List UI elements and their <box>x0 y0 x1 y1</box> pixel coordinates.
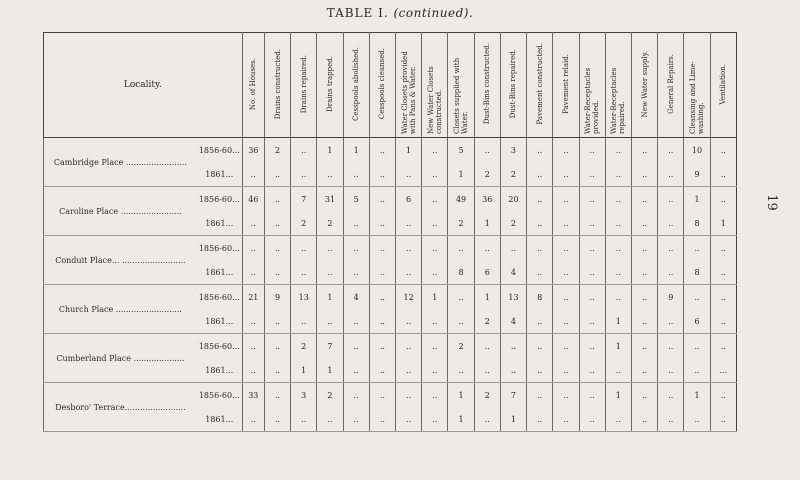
value-cell: .. <box>710 138 736 163</box>
value-cell: .. <box>605 407 631 432</box>
value-cell: 2 <box>317 211 343 236</box>
value-cell: .. <box>422 187 448 212</box>
period-cell: 1861... <box>197 358 242 383</box>
value-cell: .. <box>527 211 553 236</box>
value-cell: 9 <box>684 162 710 187</box>
value-cell: .. <box>684 358 710 383</box>
value-cell: .. <box>317 236 343 261</box>
value-cell: .. <box>422 334 448 359</box>
value-cell: .. <box>264 211 290 236</box>
value-cell: .. <box>242 211 264 236</box>
locality-cell: Caroline Place ........................ <box>44 187 197 236</box>
value-cell: .. <box>422 407 448 432</box>
value-cell: .. <box>553 334 579 359</box>
value-cell: .. <box>553 358 579 383</box>
value-cell: 33 <box>242 383 264 408</box>
col-header: Pavement constructed. <box>527 33 553 138</box>
col-header: Water-Receptacles provided. <box>579 33 605 138</box>
value-cell: .. <box>448 285 474 310</box>
page-number: 19 <box>764 194 780 211</box>
value-cell: .. <box>658 260 684 285</box>
value-cell: .. <box>422 383 448 408</box>
value-cell: .. <box>343 407 369 432</box>
value-cell: .. <box>684 334 710 359</box>
value-cell: 1 <box>605 309 631 334</box>
header-row <box>44 33 737 138</box>
value-cell: 2 <box>474 309 500 334</box>
value-cell: .. <box>369 162 395 187</box>
value-cell: .. <box>631 260 657 285</box>
value-cell: .. <box>422 162 448 187</box>
value-cell: 4 <box>500 309 526 334</box>
value-cell: 5 <box>343 187 369 212</box>
value-cell: .. <box>710 187 736 212</box>
value-cell: .. <box>242 358 264 383</box>
value-cell: .. <box>395 358 421 383</box>
value-cell: 2 <box>264 138 290 163</box>
value-cell: .. <box>631 309 657 334</box>
value-cell: 1 <box>500 407 526 432</box>
col-header: General Repairs. <box>658 33 684 138</box>
value-cell: .. <box>448 358 474 383</box>
value-cell: .. <box>631 358 657 383</box>
value-cell: .. <box>631 211 657 236</box>
value-cell: .. <box>264 334 290 359</box>
col-header: Cleansing and Lime-washing. <box>684 33 710 138</box>
value-cell: .. <box>605 187 631 212</box>
value-cell: .. <box>242 236 264 261</box>
value-cell: .. <box>553 211 579 236</box>
col-header: Dust-Bins constructed. <box>474 33 500 138</box>
value-cell: .. <box>422 358 448 383</box>
value-cell: .. <box>631 334 657 359</box>
value-cell: .. <box>264 309 290 334</box>
value-cell: 12 <box>395 285 421 310</box>
value-cell: .. <box>422 138 448 163</box>
value-cell: 46 <box>242 187 264 212</box>
value-cell: .. <box>422 236 448 261</box>
value-cell: 2 <box>291 211 317 236</box>
value-cell: .. <box>684 407 710 432</box>
value-cell: .. <box>631 383 657 408</box>
value-cell: .. <box>343 309 369 334</box>
title-main: TABLE I. <box>326 6 389 20</box>
value-cell: 1 <box>422 285 448 310</box>
value-cell: .. <box>369 187 395 212</box>
col-header: Dust-Bins repaired. <box>500 33 526 138</box>
value-cell: .. <box>527 187 553 212</box>
value-cell: .. <box>343 162 369 187</box>
value-cell: .. <box>291 138 317 163</box>
value-cell: .. <box>631 285 657 310</box>
value-cell: .. <box>474 407 500 432</box>
value-cell: 7 <box>500 383 526 408</box>
value-cell: .. <box>264 187 290 212</box>
value-cell: .. <box>658 211 684 236</box>
locality-cell: Cumberland Place .................... <box>44 334 197 383</box>
value-cell: .. <box>605 162 631 187</box>
value-cell: .. <box>605 211 631 236</box>
value-cell: .. <box>579 334 605 359</box>
value-cell: .. <box>710 236 736 261</box>
value-cell: .. <box>553 309 579 334</box>
value-cell: .. <box>264 358 290 383</box>
value-cell: .. <box>395 383 421 408</box>
value-cell: .. <box>579 309 605 334</box>
locality-cell: Desboro' Terrace........................ <box>44 383 197 432</box>
value-cell: 1 <box>448 383 474 408</box>
value-cell: .. <box>605 260 631 285</box>
value-cell: .. <box>291 407 317 432</box>
value-cell: .. <box>369 260 395 285</box>
value-cell: 4 <box>343 285 369 310</box>
value-cell: .. <box>527 162 553 187</box>
value-cell: 2 <box>474 383 500 408</box>
value-cell: .. <box>343 334 369 359</box>
value-cell: .. <box>369 138 395 163</box>
value-cell: .. <box>658 407 684 432</box>
value-cell: .. <box>579 162 605 187</box>
period-cell: 1856-60... <box>198 390 240 400</box>
sanitary-works-table <box>43 32 737 432</box>
col-header: Pavement relaid. <box>553 33 579 138</box>
value-cell: .. <box>395 334 421 359</box>
value-cell: .. <box>474 334 500 359</box>
value-cell: 3 <box>291 383 317 408</box>
value-cell: .. <box>658 138 684 163</box>
value-cell: 4 <box>500 260 526 285</box>
value-cell: .. <box>658 383 684 408</box>
value-cell: .. <box>631 162 657 187</box>
value-cell: .. <box>343 383 369 408</box>
table-title <box>0 6 800 20</box>
col-header: Closets supplied with Water. <box>448 33 474 138</box>
value-cell: .. <box>422 211 448 236</box>
period-cell: 1856-60... <box>198 243 240 253</box>
value-cell: .. <box>658 309 684 334</box>
value-cell: .. <box>658 162 684 187</box>
locality-cell: Church Place .......................... <box>44 285 197 334</box>
value-cell: 1 <box>474 285 500 310</box>
locality-cell: Conduit Place... ......................... <box>44 236 197 285</box>
value-cell: 8 <box>448 260 474 285</box>
value-cell: .. <box>710 407 736 432</box>
period-cell: 1856-60... <box>198 145 240 155</box>
value-cell: .. <box>369 236 395 261</box>
value-cell: ... <box>710 358 736 383</box>
period-cell: 1861... <box>197 211 242 236</box>
value-cell: .. <box>527 309 553 334</box>
value-cell: .. <box>684 285 710 310</box>
value-cell: .. <box>242 309 264 334</box>
value-cell: .. <box>264 383 290 408</box>
value-cell: 5 <box>448 138 474 163</box>
value-cell: .. <box>579 236 605 261</box>
value-cell: .. <box>317 260 343 285</box>
value-cell: .. <box>579 407 605 432</box>
value-cell: .. <box>395 407 421 432</box>
value-cell: 1 <box>684 187 710 212</box>
value-cell: 31 <box>317 187 343 212</box>
value-cell: .. <box>579 260 605 285</box>
value-cell: 8 <box>684 211 710 236</box>
value-cell: .. <box>264 407 290 432</box>
value-cell: 20 <box>500 187 526 212</box>
col-header: Cesspools cleansed. <box>369 33 395 138</box>
value-cell: 8 <box>684 260 710 285</box>
value-cell: .. <box>343 358 369 383</box>
value-cell: 49 <box>448 187 474 212</box>
value-cell: .. <box>242 407 264 432</box>
value-cell: .. <box>631 138 657 163</box>
value-cell: 9 <box>264 285 290 310</box>
col-header: Drains trapped. <box>317 33 343 138</box>
value-cell: .. <box>527 407 553 432</box>
period-cell: 1861... <box>197 407 242 432</box>
col-header: New Water supply. <box>631 33 657 138</box>
value-cell: 1 <box>317 138 343 163</box>
locality-header: Locality. <box>44 33 243 138</box>
value-cell: .. <box>317 309 343 334</box>
value-cell: 1 <box>448 407 474 432</box>
title-continued: (continued). <box>393 6 474 20</box>
value-cell: .. <box>553 162 579 187</box>
col-header: No. of Houses. <box>242 33 264 138</box>
period-cell: 1856-60... <box>198 341 240 351</box>
value-cell: .. <box>553 236 579 261</box>
value-cell: .. <box>631 236 657 261</box>
value-cell: .. <box>448 236 474 261</box>
value-cell: .. <box>527 236 553 261</box>
value-cell: .. <box>343 260 369 285</box>
value-cell: .. <box>242 334 264 359</box>
value-cell: 1 <box>710 211 736 236</box>
value-cell: 21 <box>242 285 264 310</box>
value-cell: 2 <box>474 162 500 187</box>
value-cell: .. <box>527 383 553 408</box>
value-cell: 13 <box>291 285 317 310</box>
value-cell: .. <box>448 309 474 334</box>
value-cell: 1 <box>605 334 631 359</box>
value-cell: .. <box>553 285 579 310</box>
value-cell: .. <box>605 358 631 383</box>
locality-cell: Cambridge Place ........................ <box>44 138 197 187</box>
value-cell: 9 <box>658 285 684 310</box>
value-cell: .. <box>291 309 317 334</box>
value-cell: 6 <box>395 187 421 212</box>
value-cell: .. <box>527 260 553 285</box>
value-cell: .. <box>422 309 448 334</box>
value-cell: 1 <box>317 358 343 383</box>
value-cell: 13 <box>500 285 526 310</box>
value-cell: 36 <box>242 138 264 163</box>
value-cell: .. <box>710 162 736 187</box>
value-cell: 7 <box>291 187 317 212</box>
value-cell: .. <box>317 162 343 187</box>
col-header: Water-Receptacles repaired. <box>605 33 631 138</box>
value-cell: .. <box>395 260 421 285</box>
value-cell: .. <box>500 236 526 261</box>
value-cell: 1 <box>395 138 421 163</box>
value-cell: 2 <box>291 334 317 359</box>
value-cell: .. <box>369 334 395 359</box>
value-cell: .. <box>710 383 736 408</box>
value-cell: .. <box>474 138 500 163</box>
value-cell: .. <box>500 358 526 383</box>
value-cell: 2 <box>317 383 343 408</box>
table-row <box>44 383 737 408</box>
value-cell: 3 <box>500 138 526 163</box>
value-cell: .. <box>553 407 579 432</box>
value-cell: .. <box>291 260 317 285</box>
value-cell: 6 <box>684 309 710 334</box>
value-cell: 1 <box>291 358 317 383</box>
value-cell: .. <box>553 187 579 212</box>
col-header: Ventilation. <box>710 33 736 138</box>
value-cell: .. <box>710 334 736 359</box>
value-cell: .. <box>527 334 553 359</box>
period-cell: 1861... <box>197 162 242 187</box>
table-row <box>44 138 737 163</box>
period-cell: 1856-60... <box>198 194 240 204</box>
value-cell: .. <box>395 309 421 334</box>
value-cell: .. <box>474 236 500 261</box>
value-cell: 1 <box>317 285 343 310</box>
value-cell: 36 <box>474 187 500 212</box>
value-cell: .. <box>553 260 579 285</box>
period-cell: 1861... <box>197 260 242 285</box>
value-cell: .. <box>579 138 605 163</box>
value-cell: .. <box>553 138 579 163</box>
value-cell: 2 <box>448 211 474 236</box>
col-header: Drains repaired. <box>291 33 317 138</box>
value-cell: .. <box>553 383 579 408</box>
value-cell: .. <box>579 383 605 408</box>
value-cell: .. <box>579 211 605 236</box>
value-cell: .. <box>343 211 369 236</box>
value-cell: 1 <box>605 383 631 408</box>
value-cell: .. <box>369 358 395 383</box>
col-header: Cesspools abolished. <box>343 33 369 138</box>
value-cell: .. <box>291 236 317 261</box>
value-cell: .. <box>579 285 605 310</box>
value-cell: .. <box>605 138 631 163</box>
value-cell: 8 <box>527 285 553 310</box>
value-cell: 2 <box>500 162 526 187</box>
table-row <box>44 236 737 261</box>
value-cell: 10 <box>684 138 710 163</box>
period-cell: 1856-60... <box>198 292 240 302</box>
value-cell: 1 <box>474 211 500 236</box>
value-cell: .. <box>631 187 657 212</box>
value-cell: .. <box>605 285 631 310</box>
value-cell: .. <box>369 407 395 432</box>
value-cell: 1 <box>343 138 369 163</box>
table-row <box>44 187 737 212</box>
value-cell: .. <box>527 138 553 163</box>
value-cell: .. <box>264 162 290 187</box>
col-header: Drains constructed. <box>264 33 290 138</box>
value-cell: .. <box>264 260 290 285</box>
value-cell: 2 <box>500 211 526 236</box>
value-cell: .. <box>242 162 264 187</box>
value-cell: 7 <box>317 334 343 359</box>
value-cell: .. <box>684 236 710 261</box>
value-cell: .. <box>527 358 553 383</box>
col-header: New Water Closets constructed. <box>422 33 448 138</box>
value-cell: .. <box>579 358 605 383</box>
value-cell: .. <box>343 236 369 261</box>
period-cell: 1861... <box>197 309 242 334</box>
value-cell: .. <box>710 285 736 310</box>
value-cell: .. <box>369 211 395 236</box>
value-cell: .. <box>395 211 421 236</box>
value-cell: .. <box>395 236 421 261</box>
value-cell: .. <box>605 236 631 261</box>
value-cell: .. <box>474 358 500 383</box>
value-cell: .. <box>369 383 395 408</box>
value-cell: .. <box>658 358 684 383</box>
value-cell: .. <box>658 334 684 359</box>
value-cell: 1 <box>684 383 710 408</box>
value-cell: .. <box>710 260 736 285</box>
value-cell: .. <box>422 260 448 285</box>
table-row <box>44 285 737 310</box>
table-body <box>44 138 737 432</box>
value-cell: .. <box>579 187 605 212</box>
value-cell: .. <box>242 260 264 285</box>
value-cell: 6 <box>474 260 500 285</box>
value-cell: 2 <box>448 334 474 359</box>
value-cell: .. <box>291 162 317 187</box>
value-cell: .. <box>710 309 736 334</box>
value-cell: .. <box>631 407 657 432</box>
value-cell: .. <box>317 407 343 432</box>
table-row <box>44 334 737 359</box>
value-cell: .. <box>395 162 421 187</box>
value-cell: .. <box>658 187 684 212</box>
value-cell: .. <box>264 236 290 261</box>
value-cell: .. <box>658 236 684 261</box>
value-cell: .. <box>500 334 526 359</box>
value-cell: 1 <box>448 162 474 187</box>
col-header: Water Closets provided with Pans & Water. <box>395 33 421 138</box>
value-cell: .. <box>369 309 395 334</box>
value-cell: .. <box>369 285 395 310</box>
